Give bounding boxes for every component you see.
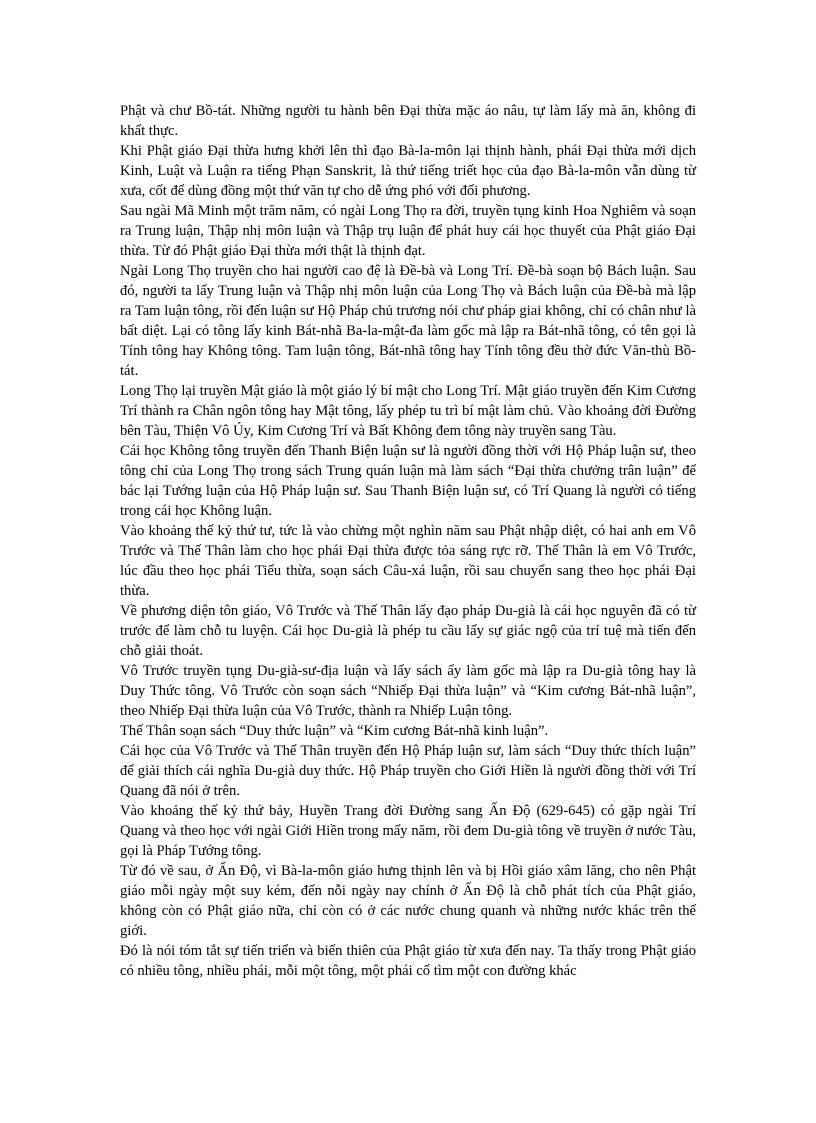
- paragraph-12: Vào khoảng thế kỷ thứ bảy, Huyền Trang đời Đường sang Ấn Độ (629-645) có gặp ngài Trí Quang và theo học với ngài Giới Hiền trong mấy năm, rồi đem Du-già tông về truyền ở nước Tàu, gọi là Pháp Tướng tông.: [120, 803, 696, 859]
- paragraph-3: Sau ngài Mã Minh một trăm năm, có ngài Long Thọ ra đời, truyền tụng kinh Hoa Nghiêm và soạn ra Trung luận, Thập nhị môn luận và Thập trụ luận để phát huy cái học thuyết của Phật giáo Đại thừa. Từ đó Phật giáo Đại thừa mới thật là thịnh đạt.: [120, 203, 696, 259]
- paragraph-6: Cái học Không tông truyền đến Thanh Biện luận sư là người đồng thời với Hộ Pháp luận sư, theo tông chỉ của Long Thọ trong sách Trung quán luận mà làm sách “Đại thừa chưởng trân luận” để bác lại Tướng luận của Hộ Pháp luận sư. Sau Thanh Biện luận sư, có Trí Quang là người có tiếng trong cái học Không luận.: [120, 443, 696, 519]
- paragraph-1: Phật và chư Bồ-tát. Những người tu hành bên Đại thừa mặc áo nâu, tự làm lấy mà ăn, không đi khất thực.: [120, 103, 696, 139]
- paragraph-13: Từ đó về sau, ở Ấn Độ, vì Bà-la-môn giáo hưng thịnh lên và bị Hồi giáo xâm lăng, cho nên Phật giáo mỗi ngày một suy kém, đến nỗi ngày nay chính ở Ấn Độ là chỗ phát tích của Phật giáo, không còn có Phật giáo nữa, chỉ còn có ở các nước chung quanh và những nước khác trên thế giới.: [120, 863, 696, 939]
- paragraph-10: Thế Thân soạn sách “Duy thức luận” và “Kim cương Bát-nhã kinh luận”.: [120, 723, 549, 739]
- document-body: [120, 101, 696, 981]
- paragraph-4: Ngài Long Thọ truyền cho hai người cao đệ là Đề-bà và Long Trí. Đề-bà soạn bộ Bách luận. Sau đó, người ta lấy Trung luận và Thập nhị môn luận của Long Thọ và Bách luận của Đề-bà mà lập ra Tam luận tông, rồi đến luận sư Hộ Pháp chủ trương nói chư pháp giai không, chỉ có chân như là bất diệt. Lại có tông lấy kinh Bát-nhã Ba-la-mật-đa làm gốc mà lập ra Bát-nhã tông, có tên gọi là Tính tông hay Không tông. Tam luận tông, Bát-nhã tông hay Tính tông đều thờ đức Văn-thù Bồ-tát.: [120, 263, 696, 379]
- paragraph-5: Long Thọ lại truyền Mật giáo là một giáo lý bí mật cho Long Trí. Mật giáo truyền đến Kim Cương Trí thành ra Chân ngôn tông hay Mật tông, lấy phép tu trì bí mật làm chủ. Vào khoảng đời Đường bên Tàu, Thiện Vô Úy, Kim Cương Trí và Bất Không đem tông này truyền sang Tàu.: [120, 383, 696, 439]
- paragraph-2: Khi Phật giáo Đại thừa hưng khởi lên thì đạo Bà-la-môn lại thịnh hành, phái Đại thừa mới dịch Kinh, Luật và Luận ra tiếng Phạn Sanskrit, là thứ tiếng triết học của đạo Bà-la-môn vẫn dùng từ xưa, cốt để dùng đồng một thứ văn tự cho dễ ứng phó với đối phương.: [120, 143, 696, 199]
- paragraph-8: Về phương diện tôn giáo, Vô Trước và Thế Thân lấy đạo pháp Du-già là cái học nguyên đã có từ trước để làm chỗ tu luyện. Cái học Du-già là phép tu cầu lấy sự giác ngộ của trí tuệ mà tiến đến chỗ giải thoát.: [120, 603, 696, 659]
- paragraph-9: Vô Trước truyền tụng Du-già-sư-địa luận và lấy sách ấy làm gốc mà lập ra Du-già tông hay là Duy Thức tông. Vô Trước còn soạn sách “Nhiếp Đại thừa luận” và “Kim cương Bát-nhã luận”, theo Nhiếp Đại thừa luận của Vô Trước, thành ra Nhiếp Luận tông.: [120, 663, 696, 719]
- paragraph-11: Cái học của Vô Trước và Thế Thân truyền đến Hộ Pháp luận sư, làm sách “Duy thức thích luận” để giải thích cái nghĩa Du-già duy thức. Hộ Pháp truyền cho Giới Hiền là người đồng thời với Trí Quang đã nói ở trên.: [120, 743, 696, 799]
- paragraph-14: Đó là nói tóm tắt sự tiến triển và biến thiên của Phật giáo từ xưa đến nay. Ta thấy trong Phật giáo có nhiều tông, nhiều phái, mỗi một tông, một phái cố tìm một con đường khác: [120, 943, 696, 979]
- paragraph-7: Vào khoảng thế kỷ thứ tư, tức là vào chừng một nghìn năm sau Phật nhập diệt, có hai anh em Vô Trước và Thế Thân làm cho học phái Đại thừa được tỏa sáng rực rỡ. Thế Thân là em Vô Trước, lúc đầu theo học phái Tiểu thừa, soạn sách Câu-xá luận, rồi sau chuyển sang theo học phái Đại thừa.: [120, 523, 696, 599]
